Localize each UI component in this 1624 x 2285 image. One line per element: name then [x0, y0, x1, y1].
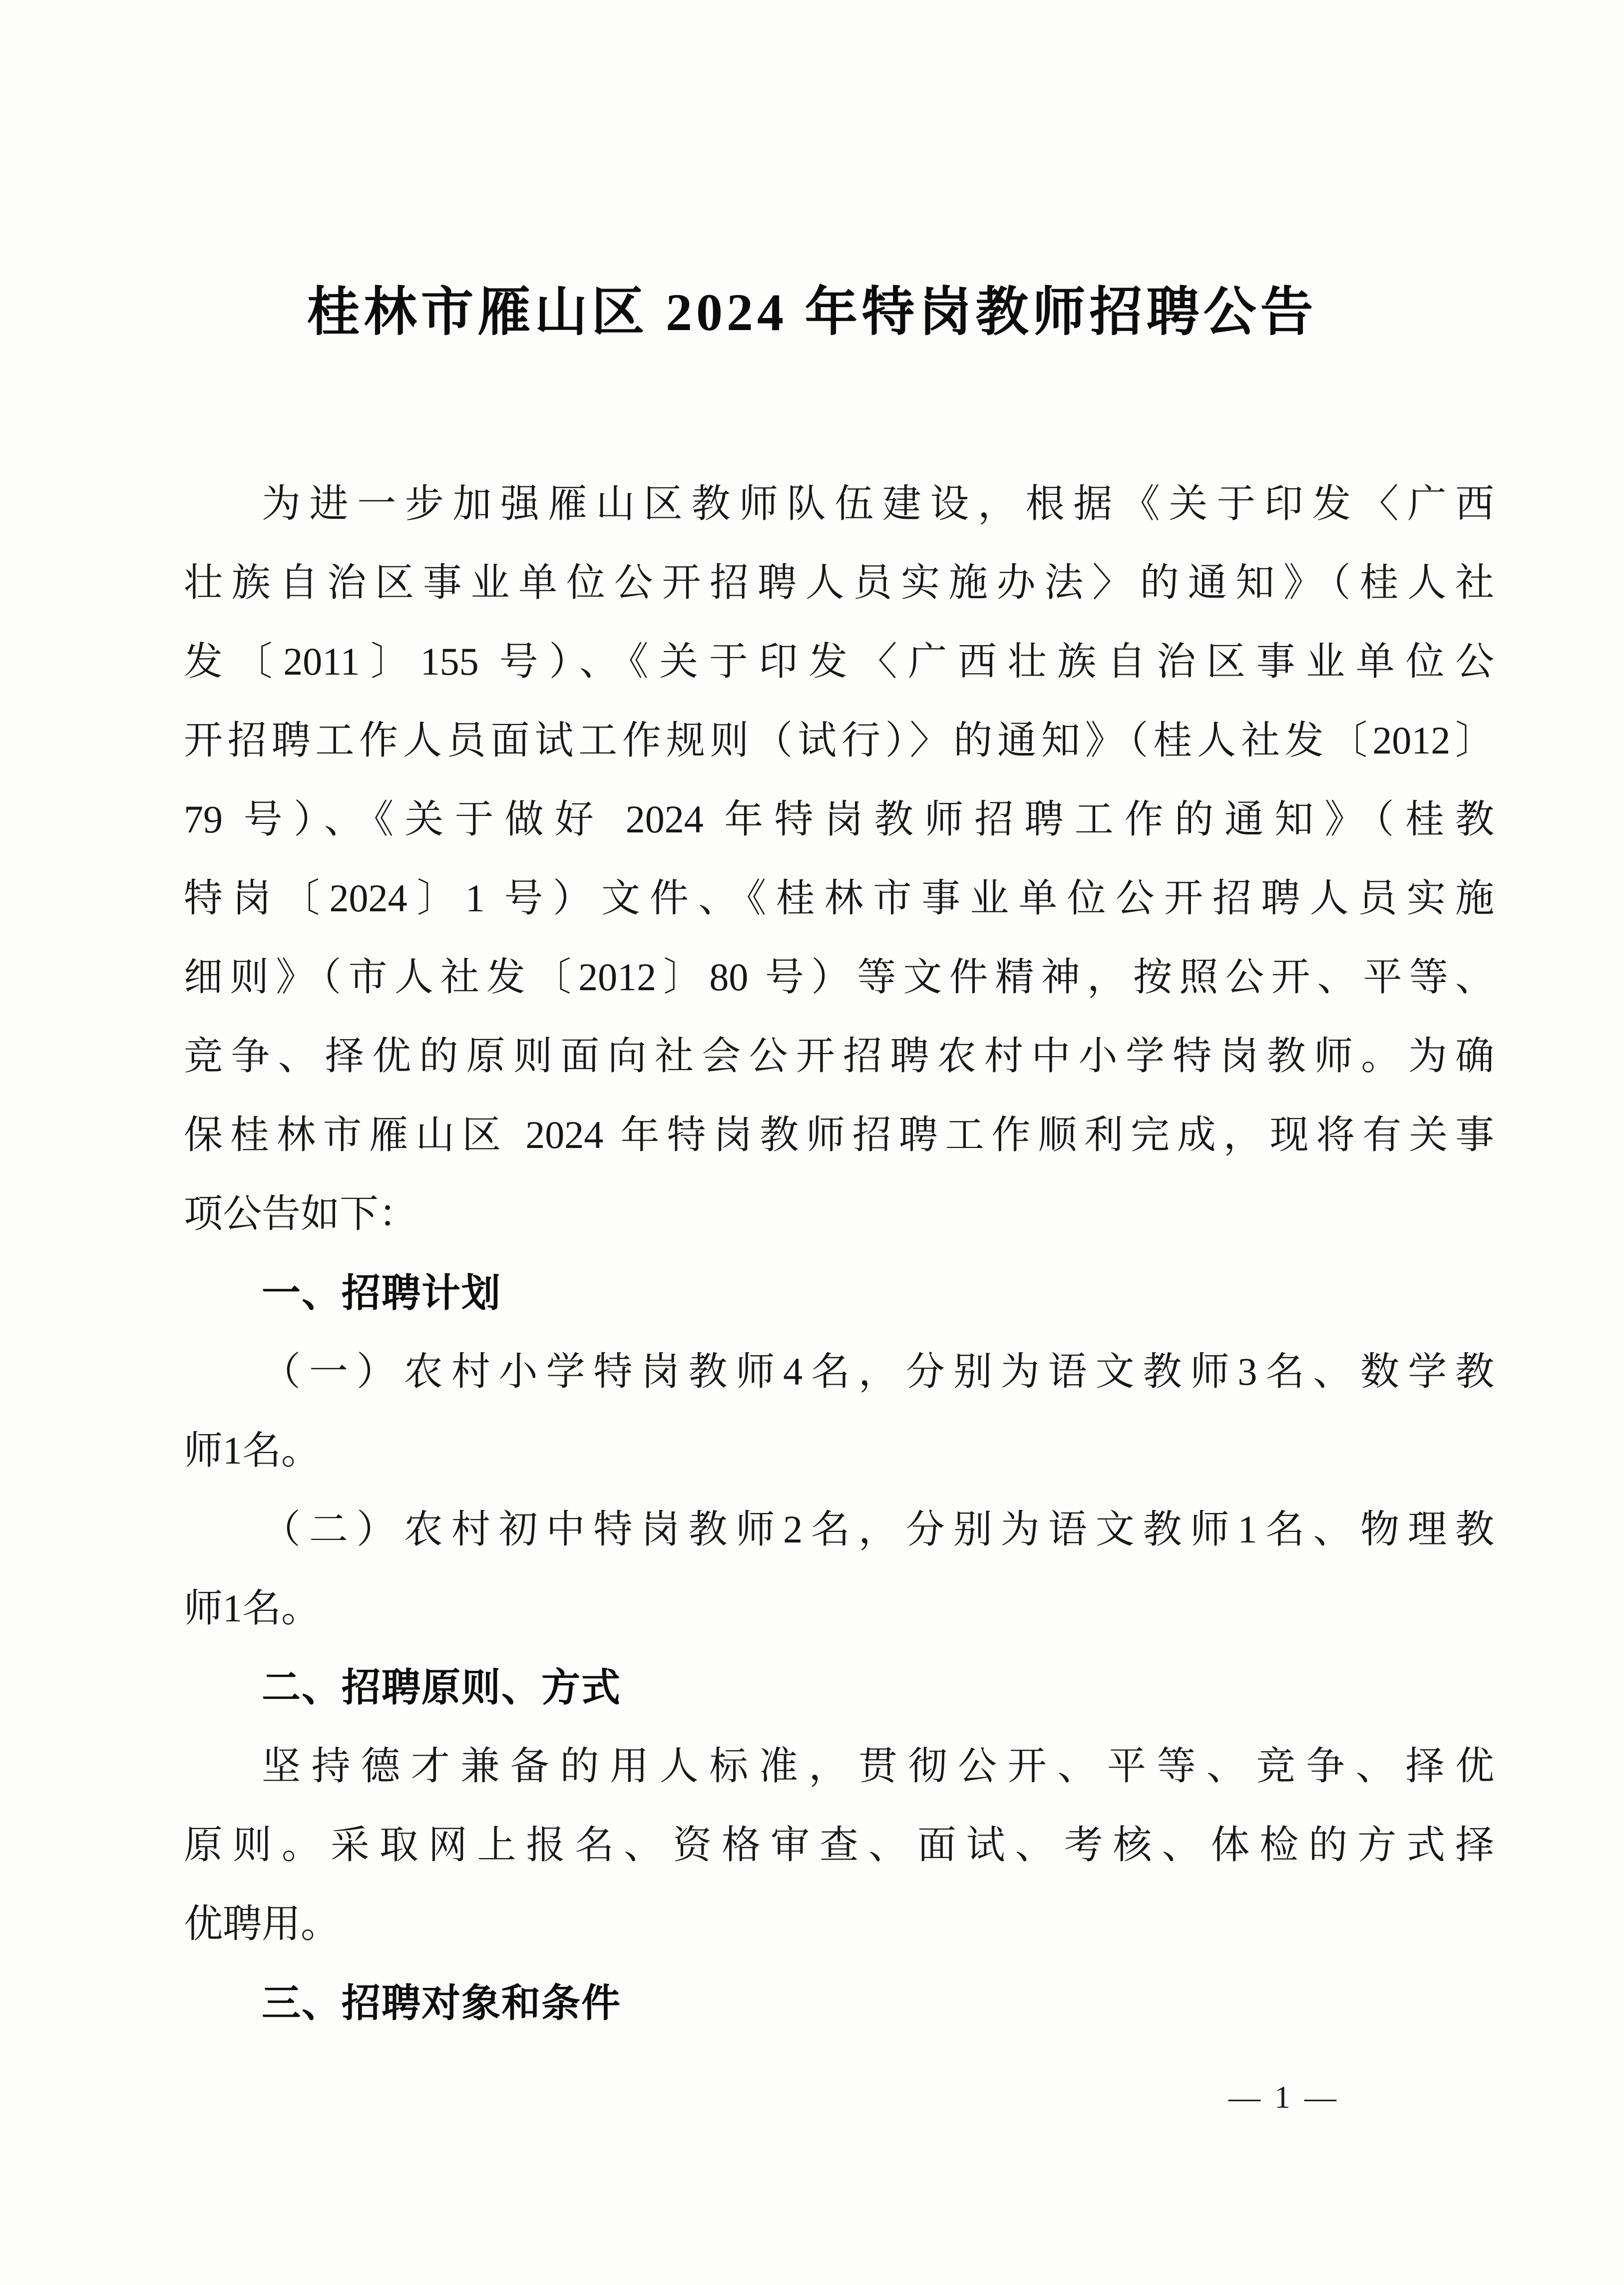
- paragraph-line: 坚持德才兼备的用人标准，贯彻公开、平等、竞争、择优: [262, 1744, 1494, 1788]
- section-heading: 三、招聘对象和条件: [262, 1981, 622, 2025]
- paragraph-line: 师1名。: [184, 1586, 321, 1630]
- paragraph-line: 特岗〔2024〕1 号）文件、《桂林市事业单位公开招聘人员实施: [184, 876, 1494, 920]
- paragraph-line: （二）农村初中特岗教师2名，分别为语文教师1名、物理教: [262, 1508, 1494, 1551]
- paragraph-line: 79 号）、《关于做好 2024 年特岗教师招聘工作的通知》（桂教: [184, 797, 1494, 841]
- paragraph-line: 为进一步加强雁山区教师队伍建设，根据《关于印发〈广西: [262, 482, 1494, 525]
- paragraph-line: （一）农村小学特岗教师4名，分别为语文教师3名、数学教: [262, 1350, 1494, 1393]
- paragraph-line: 原则。采取网上报名、资格审查、面试、考核、体检的方式择: [184, 1823, 1494, 1867]
- paragraph-line: 竞争、择优的原则面向社会公开招聘农村中小学特岗教师。为确: [184, 1034, 1494, 1078]
- paragraph-line: 细则》（市人社发〔2012〕80 号）等文件精神，按照公开、平等、: [184, 955, 1494, 999]
- section-heading: 一、招聘计划: [262, 1271, 502, 1315]
- paragraph-line: 项公告如下：: [184, 1192, 418, 1235]
- paragraph-line: 发〔2011〕155 号）、《关于印发〈广西壮族自治区事业单位公: [184, 640, 1494, 683]
- paragraph-line: 优聘用。: [184, 1902, 340, 1945]
- paragraph-line: 壮族自治区事业单位公开招聘人员实施办法〉的通知》（桂人社: [184, 561, 1494, 604]
- page-number: — 1 —: [1228, 2079, 1339, 2115]
- document-title: 桂林市雁山区 2024 年特岗教师招聘公告: [307, 283, 1317, 342]
- document-body: [184, 464, 1494, 2042]
- paragraph-line: 开招聘工作人员面试工作规则（试行）〉的通知》（桂人社发〔2012〕: [184, 719, 1494, 762]
- paragraph-line: 师1名。: [184, 1429, 321, 1472]
- section-heading: 二、招聘原则、方式: [262, 1665, 622, 1709]
- paragraph-line: 保桂林市雁山区 2024 年特岗教师招聘工作顺利完成，现将有关事: [184, 1113, 1494, 1156]
